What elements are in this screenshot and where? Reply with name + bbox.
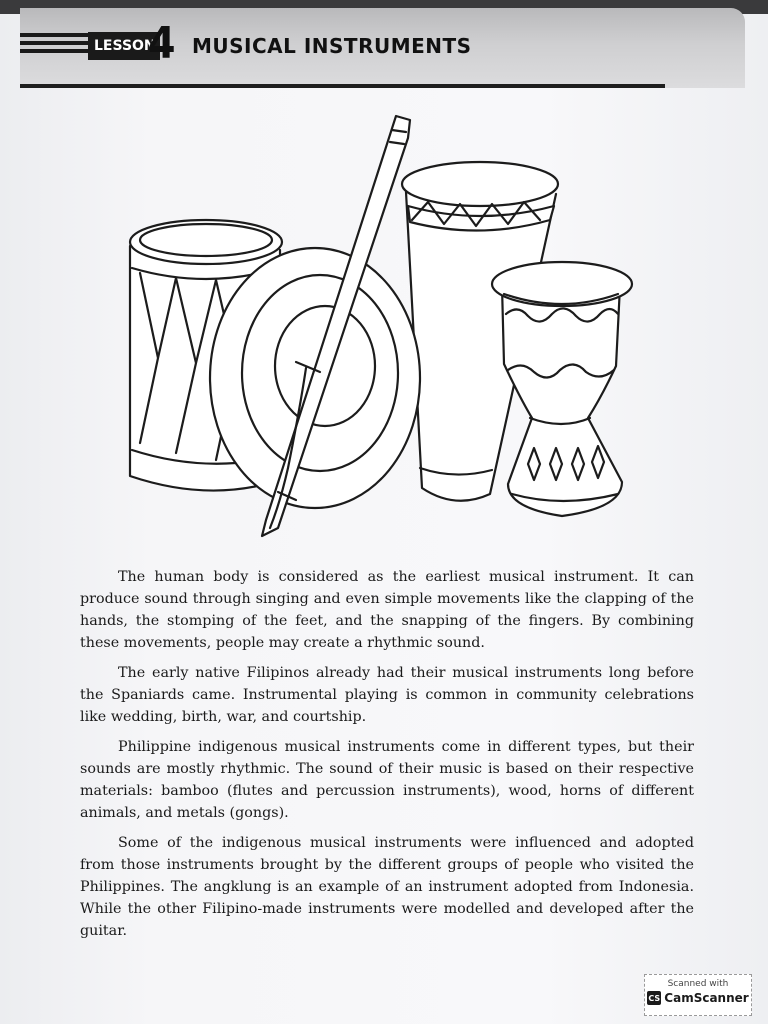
watermark-caption: Scanned with xyxy=(667,979,729,989)
lesson-number: 4 xyxy=(148,18,176,69)
watermark-name: CamScanner xyxy=(664,991,749,1005)
paragraph-2: The early native Filipinos already had their musical instruments long before the Spaniards came. Instrumental playing is common in community celebrations like wedding, birth, war, and courtship. xyxy=(80,665,694,725)
header-decorative-lines xyxy=(20,33,90,59)
camscanner-logo-icon: CS xyxy=(647,991,661,1005)
paragraph-3: Philippine indigenous musical instruments come in different types, but their sounds are mostly rhythmic. The sound of their music is based on their respective materials: bamboo (flutes and percussion instruments), wood, horns of different animals, and metals (gongs). xyxy=(80,739,694,821)
paragraph-1: The human body is considered as the earliest musical instrument. It can produce sound through singing and even simple movements like the clapping of the hands, the stomping of the feet, and the snapping of the fingers. By combining these movements, people may create a rhythmic sound. xyxy=(80,569,694,651)
camscanner-watermark xyxy=(644,974,752,1016)
lesson-body xyxy=(80,566,694,950)
instruments-illustration xyxy=(110,108,650,548)
lesson-label: LESSON xyxy=(88,32,160,60)
lesson-title: MUSICAL INSTRUMENTS xyxy=(192,34,472,58)
header-rule xyxy=(20,84,665,88)
paragraph-4: Some of the indigenous musical instruments were influenced and adopted from those instruments brought by the different groups of people who visited the Philippines. The angklung is an example of an instrument adopted from Indonesia. While the other Filipino-made instruments were modelled and developed after the guitar. xyxy=(80,835,694,939)
